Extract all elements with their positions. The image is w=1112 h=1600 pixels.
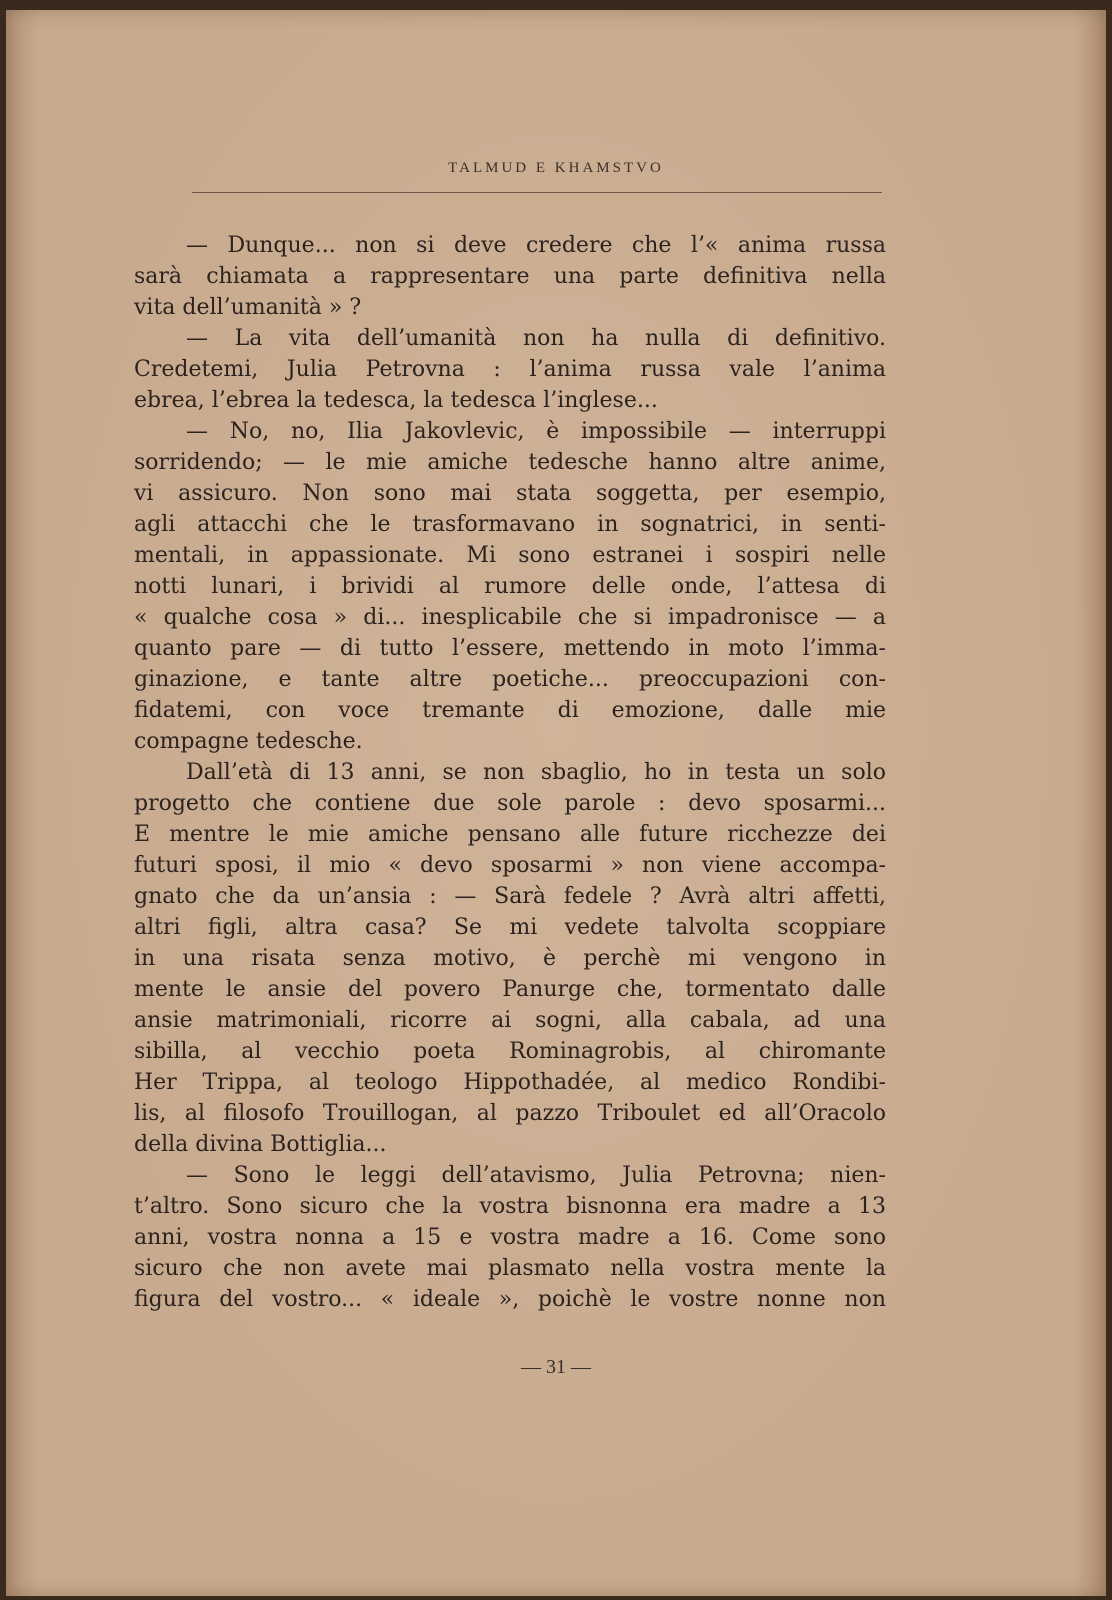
text-line: progetto che contiene due sole parole : devo sposarmi... — [134, 791, 886, 816]
text-line: ansie matrimoniali, ricorre ai sogni, alla cabala, ad una — [134, 1008, 886, 1033]
text-line: della divina Bottiglia... — [134, 1132, 387, 1157]
text-line: notti lunari, i brividi al rumore delle onde, l’attesa di — [134, 574, 886, 599]
text-line: sicuro che non avete mai plasmato nella vostra mente la — [134, 1256, 886, 1281]
text-line: — Sono le leggi dell’atavismo, Julia Petrovna; nien- — [186, 1163, 886, 1188]
body-text — [134, 230, 886, 1315]
text-line: ginazione, e tante altre poetiche... preoccupazioni con- — [134, 667, 886, 692]
text-line: Her Trippa, al teologo Hippothadée, al medico Rondibi- — [134, 1070, 886, 1095]
text-line: in una risata senza motivo, è perchè mi vengono in — [134, 946, 886, 971]
text-line: — No, no, Ilia Jakovlevic, è impossibile — interruppi — [186, 419, 886, 444]
text-line: lis, al filosofo Trouillogan, al pazzo Triboulet ed all’Oracolo — [134, 1101, 886, 1126]
running-head: TALMUD E KHAMSTVO — [448, 160, 664, 176]
text-line: sibilla, al vecchio poeta Rominagrobis, al chiromante — [134, 1039, 886, 1064]
text-line: mentali, in appassionate. Mi sono estranei i sospiri nelle — [134, 543, 886, 568]
text-line: t’altro. Sono sicuro che la vostra bisnonna era madre a 13 — [134, 1194, 886, 1219]
text-line: quanto pare — di tutto l’essere, mettendo in moto l’imma- — [134, 636, 886, 661]
text-line: « qualche cosa » di... inesplicabile che si impadronisce — a — [134, 605, 886, 630]
text-line: E mentre le mie amiche pensano alle future ricchezze dei — [134, 822, 886, 847]
text-line: Dall’età di 13 anni, se non sbaglio, ho in testa un solo — [186, 760, 886, 785]
text-line: mente le ansie del povero Panurge che, tormentato dalle — [134, 977, 886, 1002]
text-line: — Dunque... non si deve credere che l’« anima russa — [186, 233, 886, 258]
page-number: — 31 — — [521, 1356, 591, 1378]
text-line: sorridendo; — le mie amiche tedesche hanno altre anime, — [134, 450, 886, 475]
header-rule — [192, 192, 882, 193]
text-line: agli attacchi che le trasformavano in sognatrici, in senti- — [134, 512, 886, 537]
text-line: fidatemi, con voce tremante di emozione, dalle mie — [134, 698, 886, 723]
text-line: compagne tedesche. — [134, 729, 363, 754]
text-line: anni, vostra nonna a 15 e vostra madre a 16. Come sono — [134, 1225, 886, 1250]
text-line: Credetemi, Julia Petrovna : l’anima russa vale l’anima — [134, 357, 886, 382]
text-line: ebrea, l’ebrea la tedesca, la tedesca l’inglese... — [134, 388, 658, 413]
text-line: figura del vostro... « ideale », poichè le vostre nonne non — [134, 1287, 886, 1312]
text-line: sarà chiamata a rappresentare una parte definitiva nella — [134, 264, 886, 289]
text-line: gnato che da un’ansia : — Sarà fedele ? Avrà altri affetti, — [134, 884, 886, 909]
text-line: — La vita dell’umanità non ha nulla di definitivo. — [186, 326, 886, 351]
text-line: futuri sposi, il mio « devo sposarmi » non viene accompa- — [134, 853, 886, 878]
text-line: vita dell’umanità » ? — [134, 295, 362, 320]
text-line: vi assicuro. Non sono mai stata soggetta, per esempio, — [134, 481, 886, 506]
text-line: altri figli, altra casa? Se mi vedete talvolta scoppiare — [134, 915, 886, 940]
